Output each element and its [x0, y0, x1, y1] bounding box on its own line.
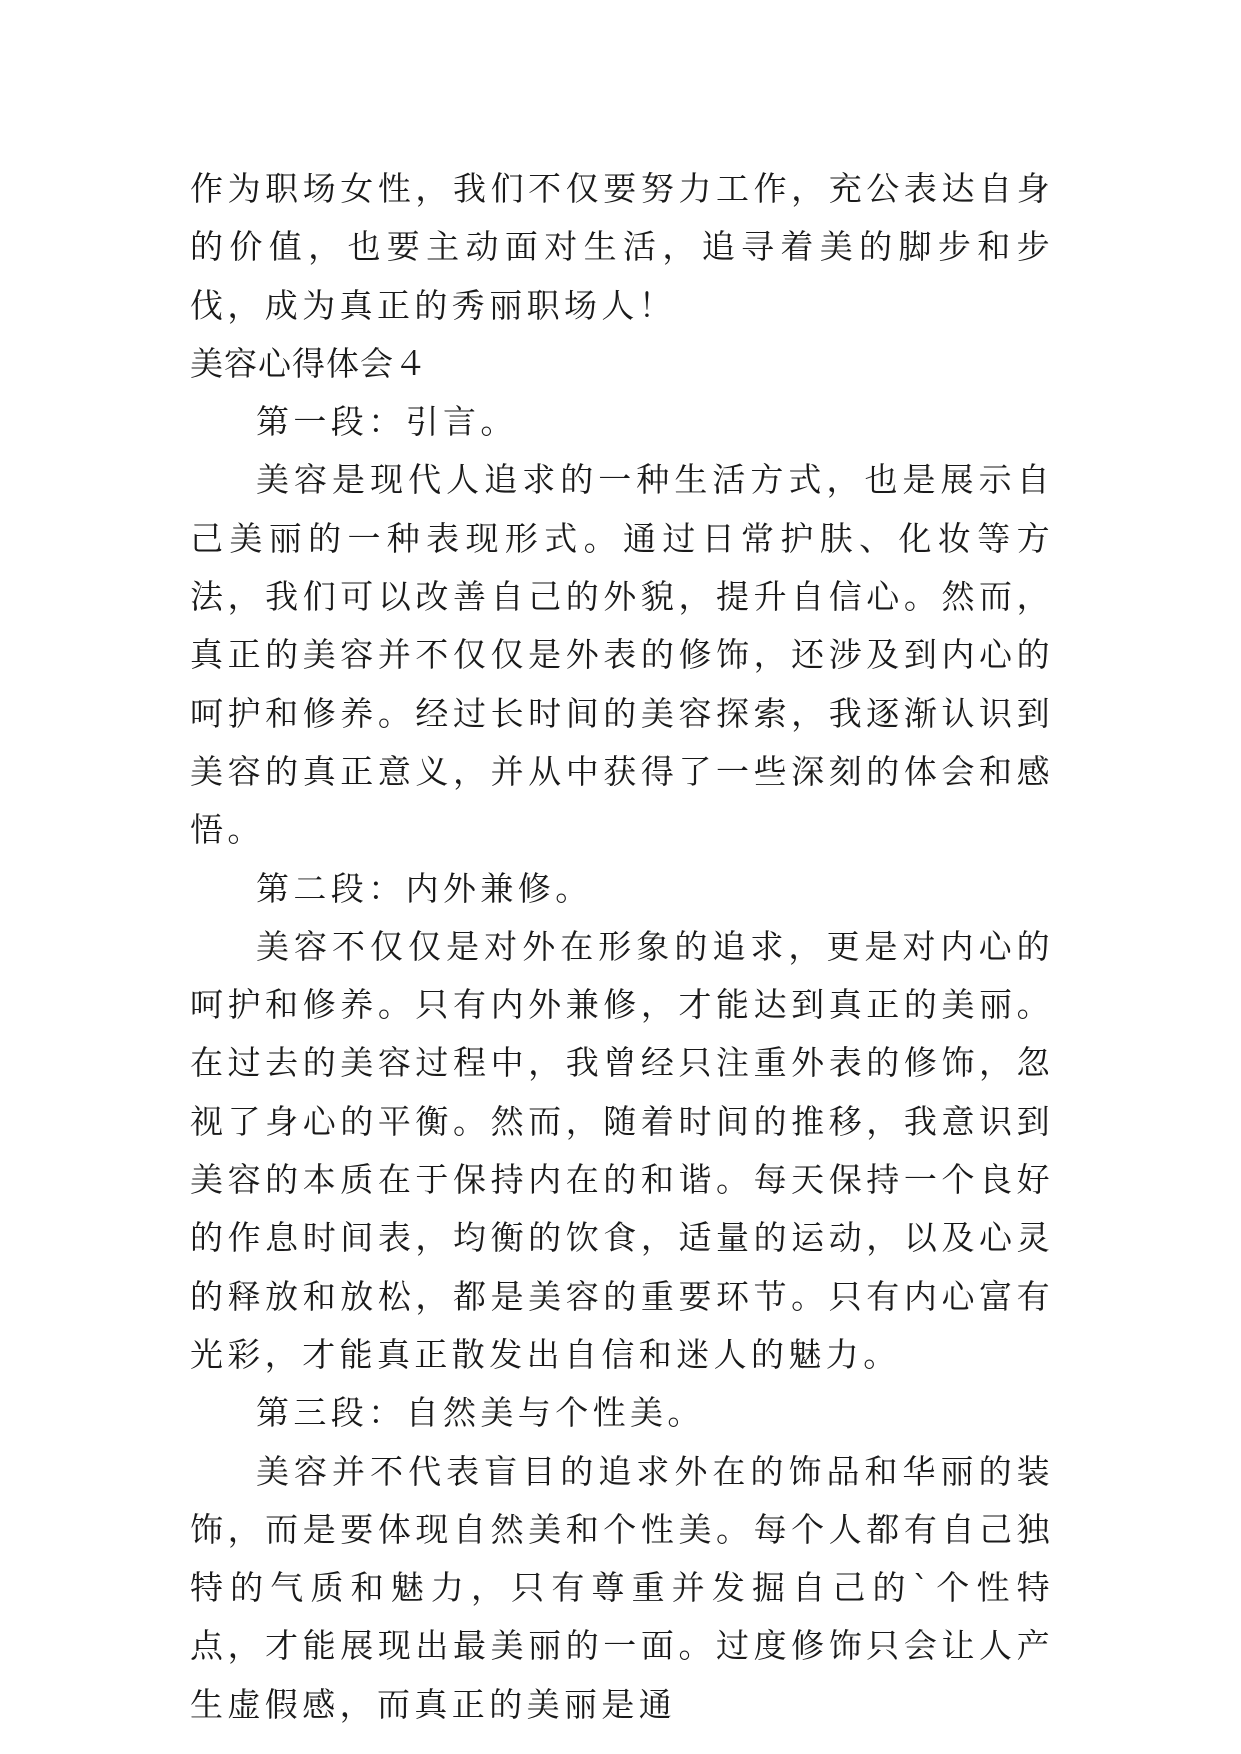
segment-2-body: 美容不仅仅是对外在形象的追求，更是对内心的呵护和修养。只有内外兼修，才能达到真正的美丽。在过去的美容过程中，我曾经只注重外表的修饰，忽视了身心的平衡。然而，随着时间的推移，我意识到美容的本质在于保持内在的和谐。每天保持一个良好的作息时间表，均衡的饮食，适量的运动，以及心灵的释放和放松，都是美容的重要环节。只有内心富有光彩，才能真正散发出自信和迷人的魅力。	[190, 926, 1054, 1374]
segment-1-body: 美容是现代人追求的一种生活方式，也是展示自己美丽的一种表现形式。通过日常护肤、化妆等方法，我们可以改善自己的外貌，提升自信心。然而，真正的美容并不仅仅是外表的修饰，还涉及到内心的呵护和修养。经过长时间的美容探索，我逐渐认识到美容的真正意义，并从中获得了一些深刻的体会和感悟。	[190, 460, 1054, 850]
segment-1-title: 第一段：引言。	[256, 402, 518, 442]
segment-3-title: 第三段：自然美与个性美。	[256, 1393, 705, 1433]
segment-3-body: 美容并不代表盲目的追求外在的饰品和华丽的装饰，而是要体现自然美和个性美。每个人都有自己独特的气质和魅力，只有尊重并发掘自己的`个性特点，才能展现出最美丽的一面。过度修饰只会让人产生虚假感，而真正的美丽是通	[190, 1451, 1054, 1724]
document-body	[190, 160, 1054, 1734]
section-title: 美容心得体会４	[190, 343, 428, 383]
paragraph-continuation: 作为职场女性，我们不仅要努力工作，充公表达自身的价值，也要主动面对生活，追寻着美的脚步和步伐，成为真正的秀丽职场人！	[190, 169, 1054, 325]
segment-2-title: 第二段：内外兼修。	[256, 868, 593, 908]
